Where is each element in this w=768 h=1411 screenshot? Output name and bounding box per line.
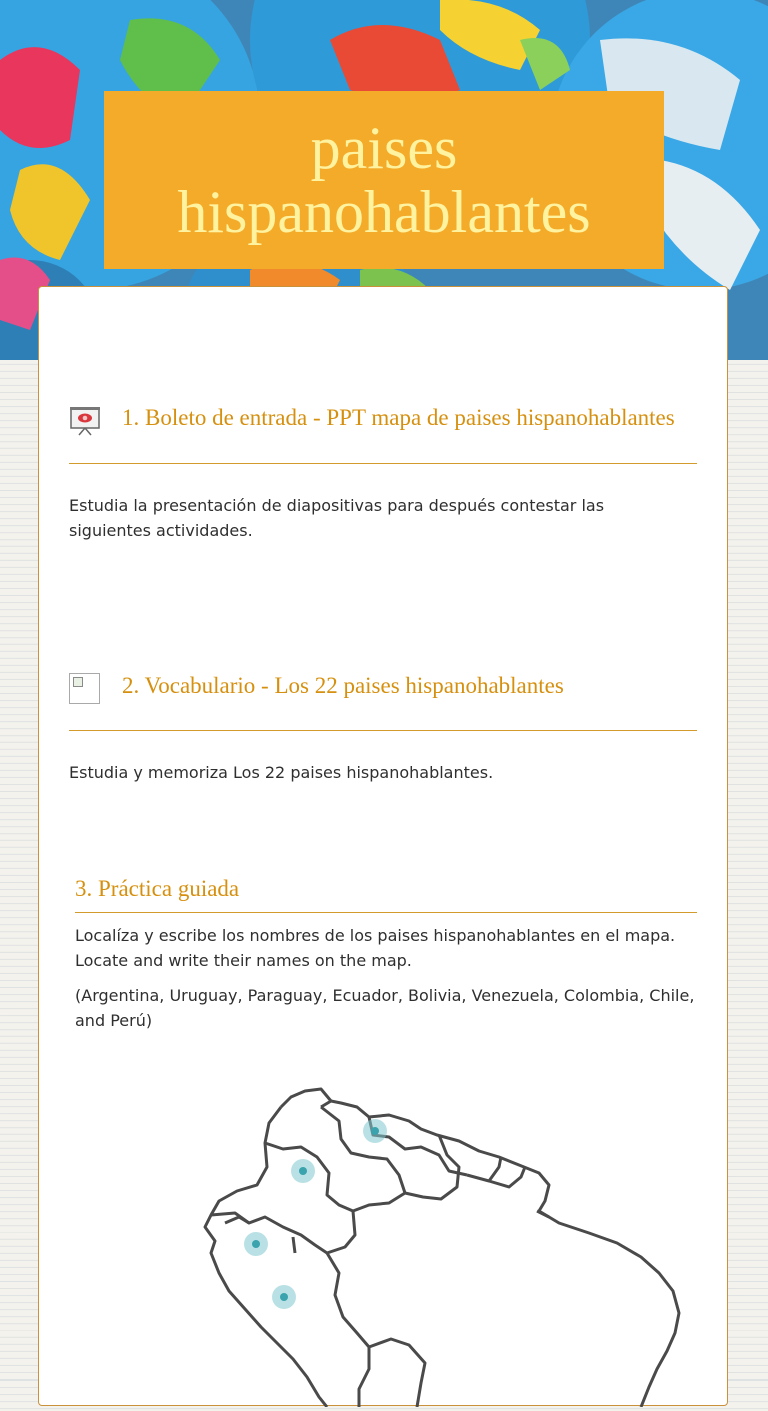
broken-image-icon	[69, 673, 100, 704]
section-1-header	[69, 399, 697, 464]
section-3-text: Localíza y escribe los nombres de los paises hispanohablantes en el mapa. Locate and write their names on the map.	[75, 926, 676, 970]
section-3-header	[75, 872, 697, 913]
map-outline	[69, 1077, 699, 1407]
section-1-title: 1. Boleto de entrada - PPT mapa de paises hispanohablantes	[122, 405, 675, 430]
section-3-country-list: (Argentina, Uruguay, Paraguay, Ecuador, Bolivia, Venezuela, Colombia, Chile, and Perú)	[75, 986, 695, 1030]
marker-venezuela-dot	[371, 1127, 379, 1135]
presentation-icon	[69, 405, 101, 437]
south-america-map	[69, 1077, 699, 1407]
section-3-title: 3. Práctica guiada	[75, 876, 240, 901]
section-2-header	[69, 667, 697, 731]
page-title: paises hispanohablantes	[177, 115, 591, 245]
section-2-text: Estudia y memoriza Los 22 paises hispanohablantes.	[69, 763, 494, 782]
section-1-text: Estudia la presentación de diapositivas para después contestar las siguientes actividades.	[69, 496, 605, 540]
marker-colombia-dot	[299, 1167, 307, 1175]
marker-peru-dot	[280, 1293, 288, 1301]
section-2-title: 2. Vocabulario - Los 22 paises hispanohablantes	[122, 673, 564, 698]
content-card	[38, 286, 728, 1406]
marker-ecuador-dot	[252, 1240, 260, 1248]
title-banner	[104, 91, 664, 269]
